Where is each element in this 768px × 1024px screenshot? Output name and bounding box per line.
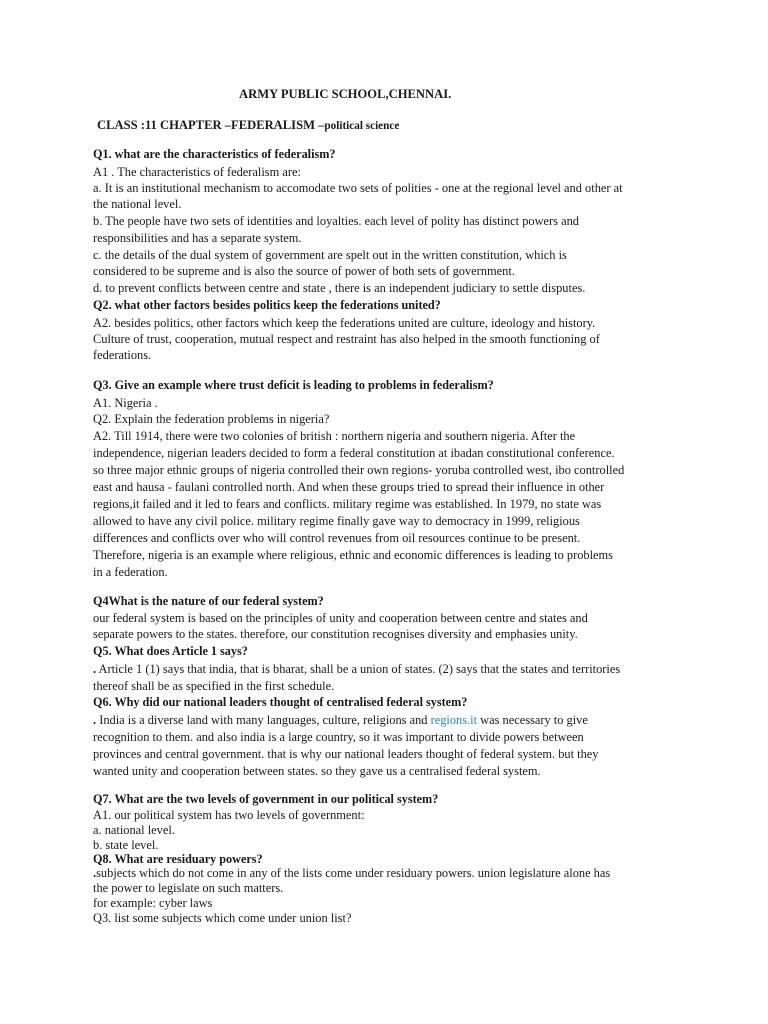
answer-line: for example: cyber laws <box>93 896 213 910</box>
subject-label: political science <box>324 120 400 132</box>
question-7: Q7. What are the two levels of government in our political system? <box>93 792 439 806</box>
answer-text: was necessary to give <box>477 713 588 727</box>
answer-line: A2. Till 1914, there were two colonies of british : northern nigeria and southern nigeria. After the <box>93 429 576 443</box>
answer-line: east and hausa - faulani controlled north. And when these groups tried to spread their influence in other <box>93 480 605 494</box>
question-2: Q2. what other factors besides politics keep the federations united? <box>93 298 441 312</box>
answer-text: subjects which do not come in any of the lists come under residuary powers. union legislature alone has <box>96 866 611 880</box>
question-8: Q8. What are residuary powers? <box>93 852 263 866</box>
question-1: Q1. what are the characteristics of federalism? <box>93 147 336 161</box>
answer-line: A2. besides politics, other factors which keep the federations united are culture, ideology and history. <box>93 316 596 330</box>
answer-line: in a federation. <box>93 565 168 579</box>
answer-line: thereof shall be as specified in the first schedule. <box>93 679 335 693</box>
answer-line: a. It is an institutional mechanism to accomodate two sets of polities - one at the regional level and other at <box>93 181 623 195</box>
answer-line: responsibilities and has a separate system. <box>93 231 302 245</box>
answer-line: Culture of trust, cooperation, mutual respect and restraint has also helped in the smooth functioning of <box>93 332 600 346</box>
answer-line: independence, nigerian leaders decided to form a federal constitution at ibadan constitutional conference. <box>93 446 615 460</box>
answer-line: so three major ethnic groups of nigeria controlled their own regions- yoruba controlled west, ibo controlled <box>93 463 625 477</box>
answer-line: b. The people have two sets of identities and loyalties. each level of polity has distinct powers and <box>93 214 579 228</box>
answer-line: separate powers to the states. therefore, our constitution recognises diversity and emphasies unity. <box>93 627 578 641</box>
class-chapter-heading <box>97 117 399 134</box>
school-title: ARMY PUBLIC SCHOOL,CHENNAI. <box>239 87 452 101</box>
answer-line: recognition to them. and also india is a large country, so it was important to divide powers between <box>93 730 584 744</box>
bullet: . <box>93 866 97 880</box>
answer-line: b. state level. <box>93 838 159 852</box>
answer-line: Therefore, nigeria is an example where religious, ethnic and economic differences is leading to problems <box>93 548 613 562</box>
answer-text: India is a diverse land with many languages, culture, religions and <box>99 713 431 727</box>
answer-line: Q3. list some subjects which come under union list? <box>93 911 352 925</box>
answer-line: differences and conflicts over who will control revenues from oil resources continue to be present. <box>93 531 581 545</box>
answer-line: our federal system is based on the principles of unity and cooperation between centre and states and <box>93 611 588 625</box>
answer-line: considered to be supreme and is also the source of power of both sets of government. <box>93 264 515 278</box>
answer-line: A1 . The characteristics of federalism are: <box>93 165 301 179</box>
answer-line: regions,it failed and it led to fears and conflicts. military regime was established. In 1979, no state was <box>93 497 602 511</box>
answer-line: federations. <box>93 348 152 362</box>
bullet: . <box>93 662 97 676</box>
answer-line: d. to prevent conflicts between centre and state , there is an independent judiciary to settle disputes. <box>93 281 586 295</box>
answer-line <box>93 661 620 677</box>
answer-line <box>93 865 610 881</box>
class-chapter-label: CLASS :11 CHAPTER –FEDERALISM – <box>97 118 325 132</box>
answer-line: the power to legislate on such matters. <box>93 881 284 895</box>
answer-line: wanted unity and cooperation between states. so they gave us a centralised federal system. <box>93 764 541 778</box>
answer-line: the national level. <box>93 197 182 211</box>
answer-line: A1. our political system has two levels of government: <box>93 808 365 822</box>
answer-line: allowed to have any civil police. military regime finally gave way to democracy in 1999, religious <box>93 514 580 528</box>
regions-link[interactable]: regions.it <box>430 713 478 727</box>
question-4: Q4What is the nature of our federal system? <box>93 594 324 608</box>
answer-line <box>93 712 588 728</box>
answer-line: c. the details of the dual system of government are spelt out in the written constitution, which is <box>93 248 567 262</box>
question-6: Q6. Why did our national leaders thought of centralised federal system? <box>93 695 468 709</box>
bullet: . <box>93 713 97 727</box>
answer-line: provinces and central government. that is why our national leaders thought of federal system. but they <box>93 747 599 761</box>
answer-line: a. national level. <box>93 823 175 837</box>
answer-line: A1. Nigeria . <box>93 396 158 410</box>
question-5: Q5. What does Article 1 says? <box>93 644 248 658</box>
question-3: Q3. Give an example where trust deficit is leading to problems in federalism? <box>93 378 494 392</box>
answer-line: Q2. Explain the federation problems in nigeria? <box>93 412 330 426</box>
answer-text: Article 1 (1) says that india, that is bharat, shall be a union of states. (2) says that the states and territories <box>98 662 621 676</box>
